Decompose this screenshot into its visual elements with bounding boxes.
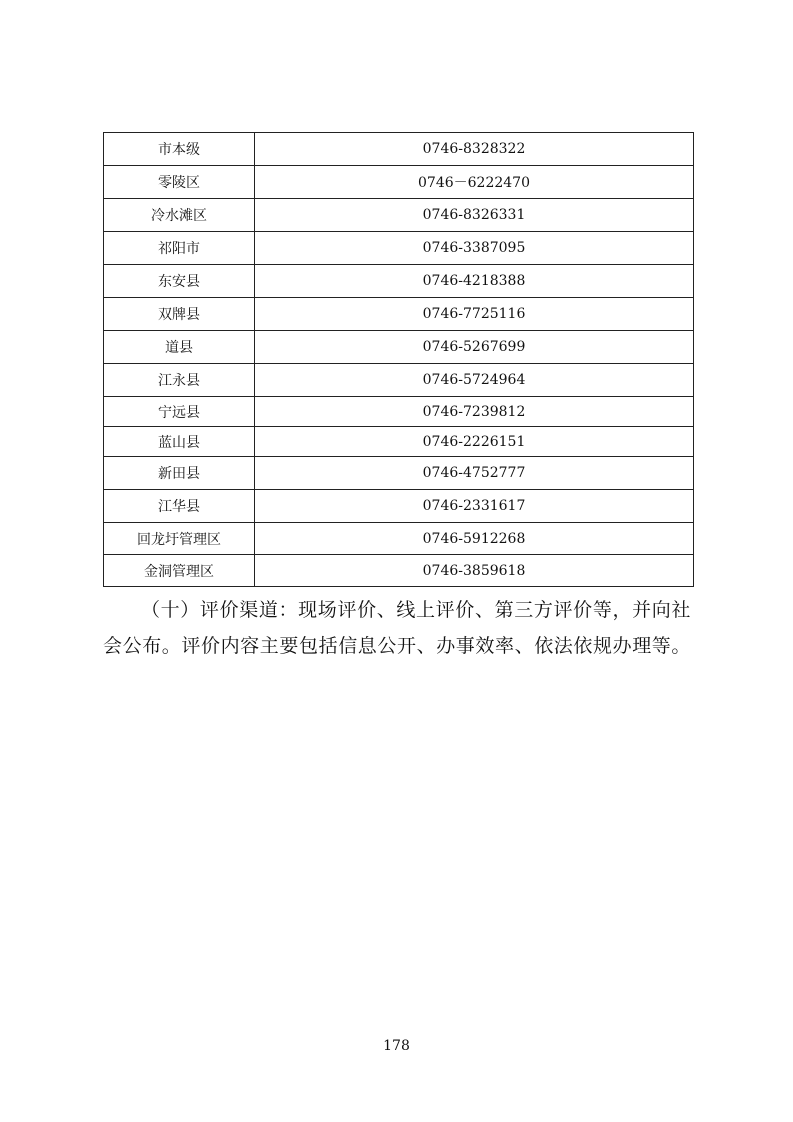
phone-cell: 0746-8328322	[255, 133, 694, 166]
phone-cell: 0746－6222470	[255, 166, 694, 199]
contact-table	[103, 132, 694, 587]
table-row	[104, 265, 694, 298]
table-row	[104, 298, 694, 331]
phone-cell: 0746-5267699	[255, 331, 694, 364]
area-cell: 江永县	[104, 364, 255, 397]
phone-cell: 0746-3859618	[255, 555, 694, 587]
table-row	[104, 232, 694, 265]
table-row	[104, 523, 694, 555]
area-cell: 宁远县	[104, 397, 255, 427]
area-cell: 祁阳市	[104, 232, 255, 265]
table-row	[104, 555, 694, 587]
area-cell: 冷水滩区	[104, 199, 255, 232]
area-cell: 金洞管理区	[104, 555, 255, 587]
area-cell: 市本级	[104, 133, 255, 166]
table-row	[104, 133, 694, 166]
table-row	[104, 166, 694, 199]
evaluation-paragraph: （十）评价渠道：现场评价、线上评价、第三方评价等，并向社会公布。评价内容主要包括信息公开、办事效率、依法依规办理等。	[103, 599, 692, 657]
table-row	[104, 457, 694, 490]
phone-cell: 0746-2331617	[255, 490, 694, 523]
table-row	[104, 331, 694, 364]
page-number: 178	[383, 1038, 410, 1054]
phone-cell: 0746-5912268	[255, 523, 694, 555]
phone-cell: 0746-2226151	[255, 427, 694, 457]
table-row	[104, 427, 694, 457]
phone-cell: 0746-8326331	[255, 199, 694, 232]
table-row	[104, 364, 694, 397]
phone-cell: 0746-4752777	[255, 457, 694, 490]
area-cell: 零陵区	[104, 166, 255, 199]
area-cell: 回龙圩管理区	[104, 523, 255, 555]
area-cell: 江华县	[104, 490, 255, 523]
area-cell: 道县	[104, 331, 255, 364]
area-cell: 东安县	[104, 265, 255, 298]
area-cell: 蓝山县	[104, 427, 255, 457]
phone-cell: 0746-4218388	[255, 265, 694, 298]
phone-cell: 0746-7239812	[255, 397, 694, 427]
table-row	[104, 199, 694, 232]
phone-cell: 0746-3387095	[255, 232, 694, 265]
area-cell: 新田县	[104, 457, 255, 490]
phone-cell: 0746-5724964	[255, 364, 694, 397]
table-row	[104, 490, 694, 523]
table-row	[104, 397, 694, 427]
phone-cell: 0746-7725116	[255, 298, 694, 331]
area-cell: 双牌县	[104, 298, 255, 331]
